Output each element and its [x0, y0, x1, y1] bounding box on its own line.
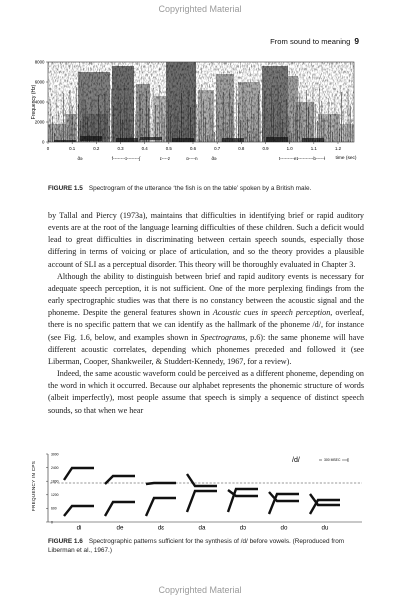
figure-1-5-label: FIGURE 1.5 — [48, 185, 83, 192]
spectrogram-x-ticks — [47, 142, 342, 151]
segment-label: f--------ɪ--------ʃ — [111, 156, 141, 161]
y-tick-label: 1200 — [51, 493, 59, 498]
synthesis-time-scale — [319, 458, 348, 462]
spectrogram-time-label: time (sec) — [335, 156, 357, 161]
figure-1-6-caption — [48, 537, 366, 555]
figure-1-5-spectrogram — [26, 54, 372, 180]
formant-band — [64, 468, 94, 480]
y-tick-label: 4000 — [34, 99, 45, 105]
y-tick-label: 2400 — [51, 465, 59, 470]
x-tick-label: 1.1 — [310, 146, 317, 151]
synthesis-phoneme-label: /d/ — [292, 457, 300, 464]
formant-band — [64, 506, 94, 516]
syllable-label: dɛ — [157, 524, 165, 532]
x-tick-label: 0.7 — [214, 146, 221, 151]
figure-1-6-synthesis-patterns — [26, 450, 372, 532]
syllable-label: di — [76, 524, 82, 532]
formant-band — [105, 502, 135, 516]
figure-1-6-label: FIGURE 1.6 — [48, 538, 83, 545]
y-tick-label: 0 — [42, 139, 45, 145]
y-tick-label: 8000 — [34, 59, 45, 65]
y-tick-label: 1800 — [51, 479, 59, 484]
spectrogram-y-ticks — [35, 60, 48, 145]
segment-label: ɒ----n — [186, 156, 198, 161]
y-tick-label: 600 — [51, 506, 57, 511]
time-scale-right-bar — [342, 458, 348, 462]
text-run: Although the ability to distinguish between brief and rapid auditory events is necessary for adequate speech perception, it is not sufficient. One of the more perplexing findings from the early spectrographic studies was that there is no constancy between the acoustic signal and the phoneme. Despite the general features shown in — [48, 271, 364, 318]
y-tick-label: 3000 — [51, 452, 59, 457]
italic-title: Acoustic cues in speech perception — [212, 308, 331, 318]
x-tick-label: 0.1 — [69, 146, 76, 151]
syllable-label: de — [116, 524, 124, 532]
segment-label: t---------eɪ----------b-----ɫ — [278, 156, 326, 161]
x-tick-label: 1.2 — [334, 146, 342, 151]
formant-band — [228, 490, 258, 496]
segment-label: ðə — [211, 156, 217, 161]
synthesis-syllable-labels — [77, 525, 329, 532]
time-scale-label: 300 MSEC — [324, 458, 341, 463]
syllable-label: du — [321, 524, 329, 532]
x-tick-label: 0.5 — [165, 146, 172, 151]
watermark-top: Copyrighted Material — [158, 4, 242, 14]
spectrogram-texture — [48, 62, 354, 142]
spectrogram-segment-labels — [77, 155, 325, 161]
page-number: 9 — [354, 36, 359, 46]
formant-band — [187, 474, 217, 486]
x-tick-label: 1.0 — [286, 146, 293, 151]
x-tick-label: 0.6 — [189, 146, 197, 151]
italic-title: Spectrograms — [200, 332, 246, 342]
text-run: , overleaf, there is no specific pattern that we can identify as the hallmark of the phoneme /d/, for instance (see Fig. 1.6, below, and examples shown in — [48, 308, 364, 342]
synthesis-patterns — [64, 468, 340, 516]
formant-band — [187, 491, 217, 512]
body-paragraph — [48, 368, 364, 417]
body-text — [48, 210, 364, 417]
formant-band — [146, 498, 176, 516]
syllable-label: da — [198, 524, 206, 532]
segment-label: ðə — [77, 156, 83, 161]
spectrogram-ylabel: Frequency (Hz) — [31, 84, 37, 120]
figure-1-5-caption — [48, 184, 366, 193]
body-paragraph — [48, 271, 364, 368]
running-head-title: From sound to meaning — [270, 37, 351, 46]
synthesis-ylabel: FREQUENCY IN CPS — [31, 460, 36, 512]
formant-band — [146, 483, 176, 484]
text-run: , p.6): the same phoneme will have different acoustic correlates, depending which phonemes preceded and followed it (see Liberman, Cooper, Shankweiler, & Studdert-Kennedy, 1967, for a review). — [48, 332, 364, 366]
syllable-label: do — [280, 524, 288, 532]
text-run: Indeed, the same acoustic waveform could be perceived as a different phoneme, depending on the word in which it occurred. Because our alphabet represents the phonemic structure of words (albeit imperfectly), most people assume that speech is simply a sequence of distinct speech sounds, so that when we hear — [48, 369, 364, 415]
y-tick-label: 0 — [51, 520, 53, 525]
x-tick-label: 0.4 — [141, 146, 148, 151]
spectrogram-plot — [48, 62, 354, 144]
segment-label: ɪ----z — [159, 156, 171, 161]
x-tick-label: 0.8 — [238, 146, 245, 151]
x-tick-label: 0 — [46, 146, 50, 151]
watermark-bottom: Copyrighted Material — [158, 585, 242, 595]
syllable-label: dɔ — [239, 524, 247, 532]
text-run: by Tallal and Piercy (1973a), maintains that difficulties in identifying brief or rapid auditory events are at the root of the language learning difficulties of these children. Such a deficit would lead to great difficulties in discriminating between certain speech sounds, especially those differing in terms of voicing or place of articulation, and so the theory provides a plausible account of SLI as a perceptual disorder. This theory will be thoroughly evaluated in Chapter 3. — [48, 211, 364, 269]
figure-1-5-caption-text: Spectrogram of the utterance ‘the fish is on the table’ spoken by a British male. — [88, 185, 312, 192]
y-tick-label: 6000 — [34, 79, 45, 85]
y-tick-label: 2000 — [34, 119, 45, 125]
figure-1-6-caption-text: Spectrographic patterns sufficient for the synthesis of /d/ before vowels. (Reproduced from Liberman et al., 1967.) — [48, 538, 345, 554]
body-paragraph — [48, 210, 364, 271]
x-tick-label: 0.9 — [262, 146, 269, 151]
running-head — [270, 36, 359, 46]
x-tick-label: 0.2 — [93, 146, 100, 151]
x-tick-label: 0.3 — [117, 146, 124, 151]
